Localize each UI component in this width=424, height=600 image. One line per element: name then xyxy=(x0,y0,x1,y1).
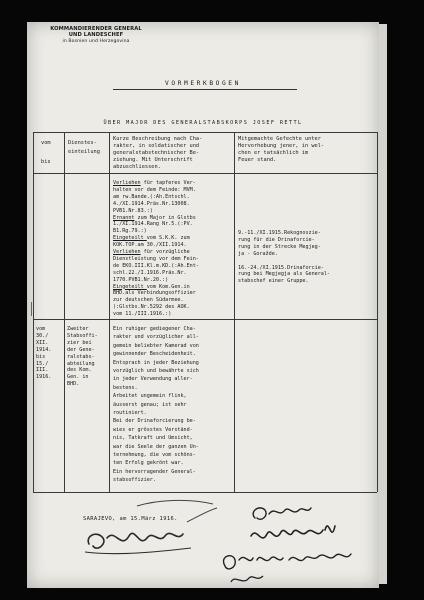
characterization-line: nis, Tatkraft und Umsicht, xyxy=(113,435,193,442)
service-line: des Kom. xyxy=(67,367,92,374)
battle-entry-line: rung in der Strecke Megjeg- xyxy=(238,243,321,250)
award-line: B1.Rg.79.:) xyxy=(113,228,147,235)
service-line: BHD. xyxy=(67,381,80,388)
award-keyword: Eingeteilt xyxy=(113,235,147,242)
period-line: 15./ xyxy=(36,360,49,367)
award-line xyxy=(113,235,190,242)
col-rule-2 xyxy=(109,132,110,492)
header-description-line: abzuschliessen. xyxy=(113,164,161,171)
document-title: VORMERKBOGEN xyxy=(165,80,241,87)
header-battles-line: Feuer stand. xyxy=(238,157,277,164)
service-line: Zweiter xyxy=(67,326,89,332)
battle-entry-line: rung bei Megjegja als General- xyxy=(238,271,331,278)
battle-entry-line: ja - Goražde. xyxy=(238,250,278,257)
service-line: Stabsoffi- xyxy=(67,332,98,339)
row1-bottom-rule xyxy=(33,319,377,320)
characterization-line: Bei der Drinaforcierung be- xyxy=(113,418,196,425)
header-bottom-rule xyxy=(33,173,377,174)
header-service-2: einteilung xyxy=(68,149,100,155)
col-rule-3 xyxy=(234,132,235,492)
characterization-line: Ein hervorragender General- xyxy=(113,468,196,475)
characterization-line: gemein beliebter Kamerad von xyxy=(113,342,199,349)
period-line: III. xyxy=(36,367,49,374)
characterization-line: äusserst genau; ist sehr xyxy=(113,401,187,408)
issuer-header xyxy=(31,26,161,45)
period-line: vom xyxy=(36,326,46,332)
award-line: vom 11./III.1916.:) xyxy=(113,311,172,318)
award-line: halten vor dem Feinde: MVM. xyxy=(113,186,196,193)
title-underline xyxy=(113,89,297,90)
document-subject: ÜBER MAJOR DES GENERALSTABSKORPS JOSEF RETTL xyxy=(103,120,303,126)
paper-edge xyxy=(379,24,387,584)
award-line: BHD.als Verbindungsoffizier xyxy=(113,290,196,297)
period-line: 30./ xyxy=(36,332,49,339)
award-line: zur deutschen Südarmee. xyxy=(113,297,184,304)
award-keyword: Ernannt xyxy=(113,214,135,221)
margin-mark xyxy=(31,302,38,316)
header-to: bis xyxy=(41,159,51,165)
issuer-line-1: KOMMANDIERENDER GENERAL xyxy=(50,26,142,32)
award-line xyxy=(113,180,196,187)
characterization-line: in jeder Verwendung aller- xyxy=(113,376,193,383)
service-line: der Gene- xyxy=(67,346,95,353)
award-line: am rw.Bande.(:Ah.Entschl. xyxy=(113,193,190,200)
header-description-line: ziehung. Mit Unterschrift xyxy=(113,157,193,164)
header-from: vom xyxy=(41,140,51,146)
characterization-line: ternehmung, die vom schöns- xyxy=(113,452,196,458)
period-line: XII. xyxy=(36,339,49,346)
award-line: schl.22./I.1916.Präs.Nr. xyxy=(113,269,187,276)
characterization-line: ten Erfolg gekrönt war. xyxy=(113,460,184,467)
award-text: vom Kom.Gen.in xyxy=(146,283,190,290)
header-description-line: Kurze Beschreibung nach Cha- xyxy=(113,136,203,142)
characterization-line: Entsprach in jeder Beziehung xyxy=(113,359,199,366)
award-line: de EKO.III.Kl.m.KD.(:Ah.Ent- xyxy=(113,262,199,269)
header-description-line: generalstabstechnischer Be- xyxy=(113,150,200,157)
battle-entry-line: stabschef einer Gruppe. xyxy=(238,278,309,285)
table-right-rule xyxy=(377,132,378,492)
issuer-line-2: UND LANDESCHEF xyxy=(68,32,124,39)
issuer-line-3: in Bosnien und Herzegovina xyxy=(62,38,130,44)
battle-entry-line: 9.-11./XI.1915.Rekognoszie- xyxy=(238,230,321,236)
award-text: für tapferes Ver- xyxy=(140,180,196,186)
characterization-line: routiniert. xyxy=(113,410,147,416)
award-keyword: Verliehen xyxy=(113,249,141,255)
header-battles-line: chen er tatsächlich im xyxy=(238,150,309,157)
service-line: zier bei xyxy=(67,339,92,346)
award-line xyxy=(113,249,190,256)
header-battles-line: Mitgemachte Gefechte unter xyxy=(238,136,321,142)
characterization-line: stabsoffizier. xyxy=(113,477,156,484)
col-rule-1 xyxy=(64,132,65,492)
place-date: SARAJEVO, am 15.März 1916. xyxy=(83,516,178,522)
award-line: (:Glstbs.Nr.5292 des AOK. xyxy=(113,304,190,311)
award-line: KOK.TOP.am 30./XII.1914. xyxy=(113,242,187,249)
characterization-line: Arbeitet ungemein flink, xyxy=(113,393,187,400)
characterization-line: Ein ruhiger gediegener Cha- xyxy=(113,326,196,332)
award-keyword: Eingeteilt xyxy=(113,283,147,290)
award-line xyxy=(113,215,196,222)
header-service-1: Dienstes- xyxy=(68,140,97,146)
award-line: 1./XI.1914.Rang Nr.5.(:PV. xyxy=(113,221,193,228)
characterization-line: rakter und vorzüglicher all- xyxy=(113,334,199,341)
award-line: 1770.PVB1.Nr.20.:) xyxy=(113,276,169,283)
characterization-line: gewinnender Bescheidenheit. xyxy=(113,351,196,358)
period-line: 1914. xyxy=(36,346,52,353)
characterization-line: war die Seele der ganzen Un- xyxy=(113,443,199,450)
service-line: abteilung xyxy=(67,360,95,367)
header-battles-line: Hervorhebung jener, in wel- xyxy=(238,143,325,150)
battle-entry-line: rung für die Drinaforcie- xyxy=(238,236,315,243)
service-line: ralstabs- xyxy=(67,353,95,360)
award-keyword: Verliehen xyxy=(113,180,141,186)
characterization-line: bestens. xyxy=(113,384,138,391)
award-line: PVB1.Nr.83.:) xyxy=(113,207,153,214)
document-page xyxy=(27,22,379,588)
battle-entry-line: 16.-24./XI.1915.Drinaforcie- xyxy=(238,264,324,271)
period-line: bis xyxy=(36,353,46,360)
characterization-line: vorzüglich und bewährte sich xyxy=(113,368,199,374)
award-line xyxy=(113,284,190,291)
header-description-line: rakter, in soldatischer und xyxy=(113,143,200,150)
award-text: vom S.K.K. zum xyxy=(146,235,190,242)
signature-right xyxy=(195,496,379,588)
award-line: Dienstleistung vor dem Fein- xyxy=(113,255,199,262)
award-text: zum Major in Glstbs xyxy=(134,214,196,221)
table-top-rule xyxy=(33,132,377,133)
award-line: 4./XI.1914.Präs.Nr.13008. xyxy=(113,200,190,207)
service-line: Gen. in xyxy=(67,374,89,381)
award-text: für vorzügliche xyxy=(140,249,190,255)
characterization-line: wies er grösstes Verständ- xyxy=(113,426,193,433)
period-line: 1916. xyxy=(36,374,52,381)
